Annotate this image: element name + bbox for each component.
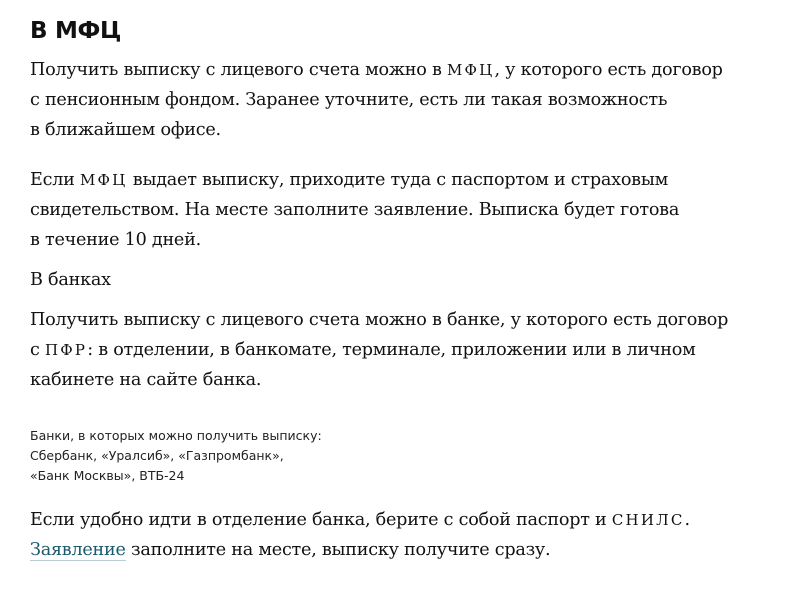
abbreviation-pfr: ПФР: [44, 341, 88, 359]
abbreviation-snils: СНИЛС: [611, 511, 685, 529]
subheading-banks: В банках: [30, 270, 111, 290]
note-line: Банки, в которых можно получить выписку:: [30, 428, 322, 443]
text: Если: [30, 170, 80, 190]
text: Если удобно идти в отделение банка, берите с собой паспорт и: [30, 510, 612, 530]
note-line: Сбербанк, «Уралсиб», «Газпромбанк»,: [30, 448, 284, 463]
abbreviation-mfc: МФЦ: [446, 61, 495, 79]
paragraph-banks: [30, 305, 775, 395]
text: , у которого есть договор: [494, 60, 723, 80]
paragraph-mfc-intro: [30, 55, 775, 145]
application-link[interactable]: Заявление: [30, 540, 126, 560]
text: кабинете на сайте банка.: [30, 370, 262, 390]
paragraph-bank-visit: [30, 505, 775, 565]
text: Получить выписку с лицевого счета можно в банке, у которого есть договор: [30, 310, 729, 330]
text: выдает выписку, приходите туда с паспортом и страховым: [127, 170, 669, 190]
abbreviation-mfc: МФЦ: [79, 171, 128, 189]
text: с: [30, 340, 45, 360]
text: в течение 10 дней.: [30, 230, 201, 250]
text: : в отделении, в банкомате, терминале, приложении или в личном: [87, 340, 696, 360]
text: с пенсионным фондом. Заранее уточните, есть ли такая возможность: [30, 90, 668, 110]
text: свидетельством. На месте заполните заявление. Выписка будет готова: [30, 200, 680, 220]
text: заполните на месте, выписку получите сразу.: [125, 540, 551, 560]
note-line: «Банк Москвы», ВТБ-24: [30, 468, 185, 483]
banks-note: [30, 426, 322, 486]
section-heading: В МФЦ: [30, 18, 122, 44]
paragraph-mfc-details: [30, 165, 775, 255]
text: Получить выписку с лицевого счета можно в: [30, 60, 447, 80]
text: в ближайшем офисе.: [30, 120, 221, 140]
text: .: [684, 510, 690, 530]
